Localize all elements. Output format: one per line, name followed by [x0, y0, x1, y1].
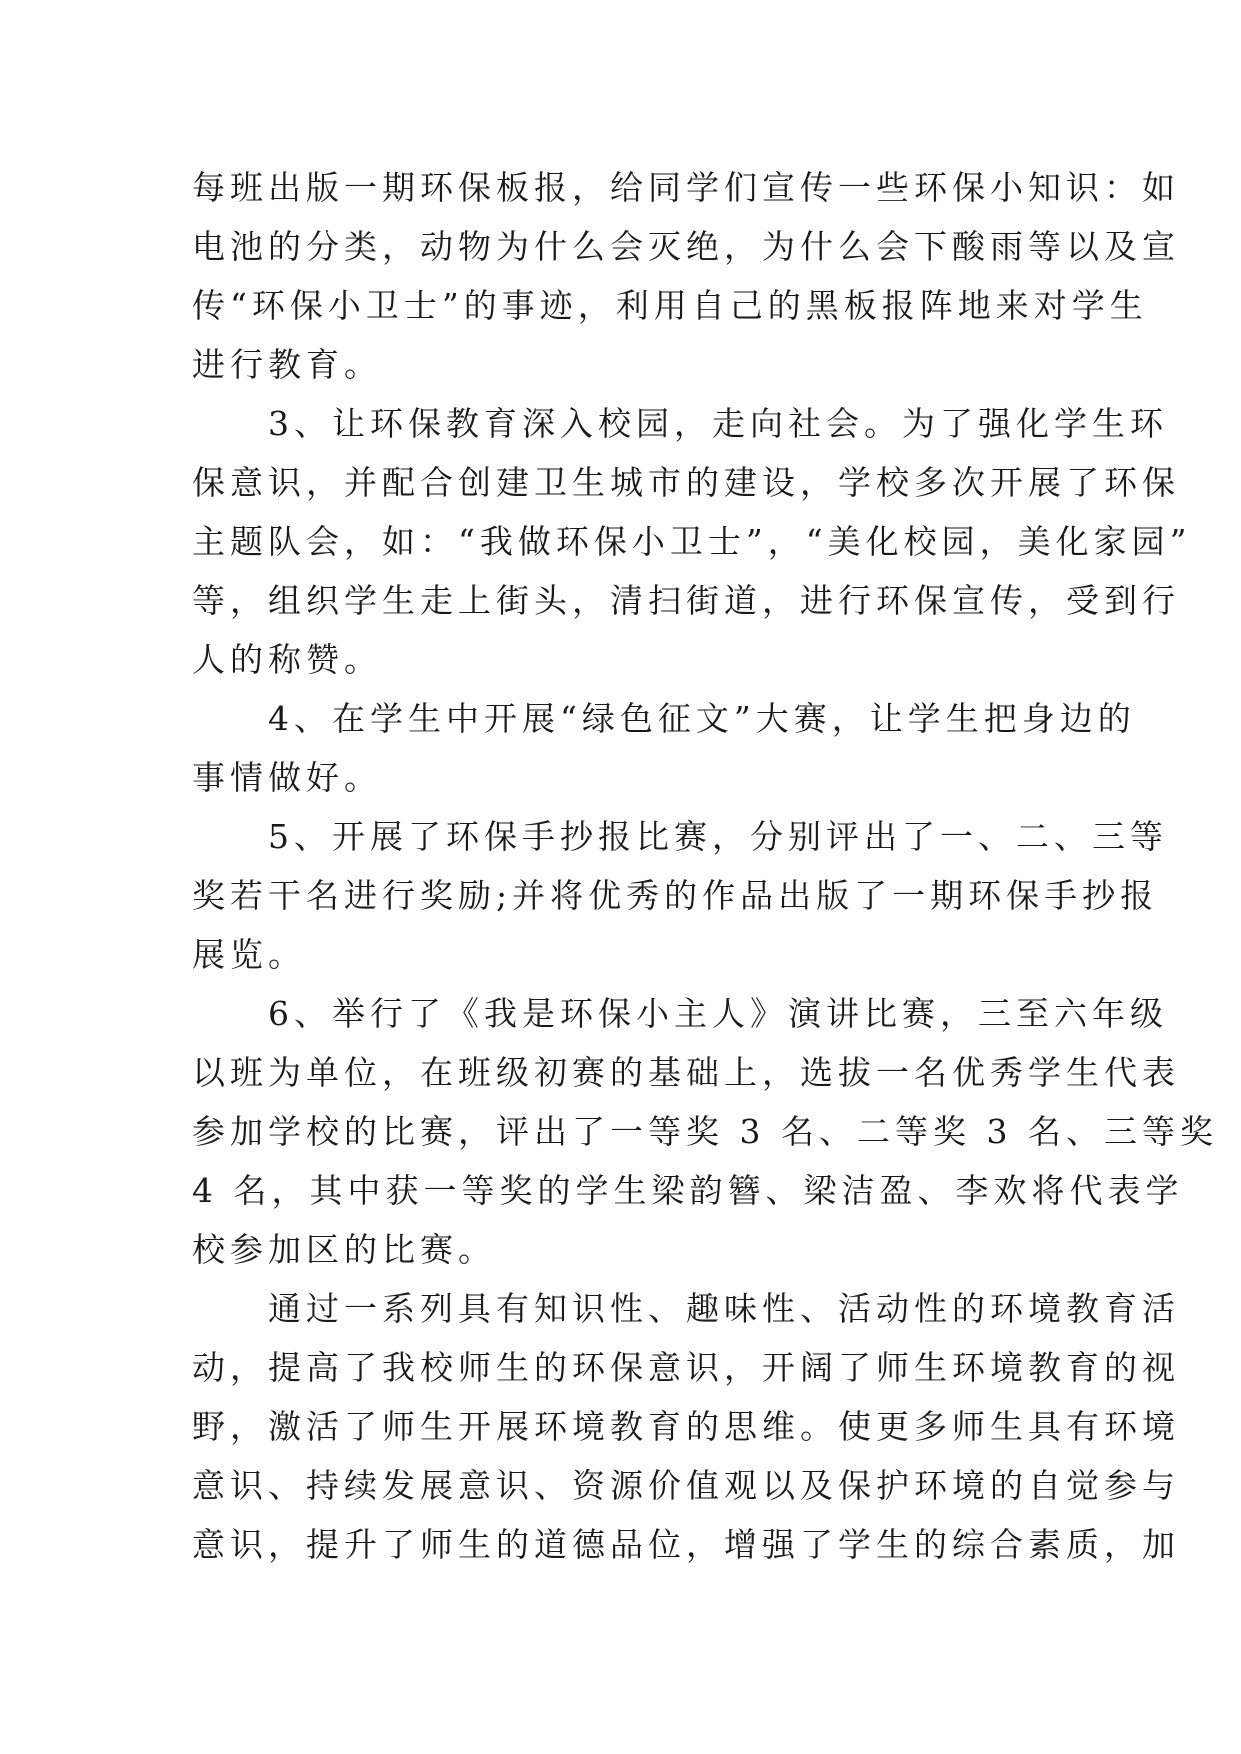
text-line: 等，组织学生走上街头，清扫街道，进行环保宣传，受到行 — [192, 581, 1180, 620]
text-line: 3、让环保教育深入校园，走向社会。为了强化学生环 — [192, 404, 1168, 443]
text-line: 人的称赞。 — [192, 640, 382, 679]
text-line: 展览。 — [192, 935, 306, 974]
text-line: 主题队会，如：“我做环保小卫士”，“美化校园，美化家园” — [192, 522, 1192, 561]
text-line: 进行教育。 — [192, 345, 382, 384]
text-line: 以班为单位，在班级初赛的基础上，选拔一名优秀学生代表 — [192, 1053, 1180, 1092]
text-line: 电池的分类，动物为什么会灭绝，为什么会下酸雨等以及宣 — [192, 227, 1180, 266]
text-line: 奖若干名进行奖励;并将优秀的作品出版了一期环保手抄报 — [192, 876, 1159, 915]
text-line: 动，提高了我校师生的环保意识，开阔了师生环境教育的视 — [192, 1348, 1180, 1387]
text-line: 6、举行了《我是环保小主人》演讲比赛，三至六年级 — [192, 994, 1168, 1033]
text-line: 参加学校的比赛，评出了一等奖 3 名、二等奖 3 名、三等奖 — [192, 1112, 1218, 1151]
text-line: 意识，提升了师生的道德品位，增强了学生的综合素质，加 — [192, 1525, 1180, 1564]
text-line: 事情做好。 — [192, 758, 382, 797]
text-line: 5、开展了环保手抄报比赛，分别评出了一、二、三等 — [192, 817, 1168, 856]
text-line: 保意识，并配合创建卫生城市的建设，学校多次开展了环保 — [192, 463, 1180, 502]
text-line: 每班出版一期环保板报，给同学们宣传一些环保小知识：如 — [192, 168, 1180, 207]
text-line: 通过一系列具有知识性、趣味性、活动性的环境教育活 — [192, 1289, 1180, 1328]
text-line: 校参加区的比赛。 — [192, 1230, 496, 1269]
text-line: 野，激活了师生开展环境教育的思维。使更多师生具有环境 — [192, 1407, 1180, 1446]
text-line: 4、在学生中开展“绿色征文”大赛，让学生把身边的 — [192, 699, 1136, 738]
text-line: 传“环保小卫士”的事迹，利用自己的黑板报阵地来对学生 — [192, 286, 1148, 325]
body-text — [192, 158, 1218, 1574]
text-line: 意识、持续发展意识、资源价值观以及保护环境的自觉参与 — [192, 1466, 1180, 1505]
text-line: 4 名，其中获一等奖的学生梁韵簪、梁洁盈、李欢将代表学 — [192, 1171, 1184, 1210]
